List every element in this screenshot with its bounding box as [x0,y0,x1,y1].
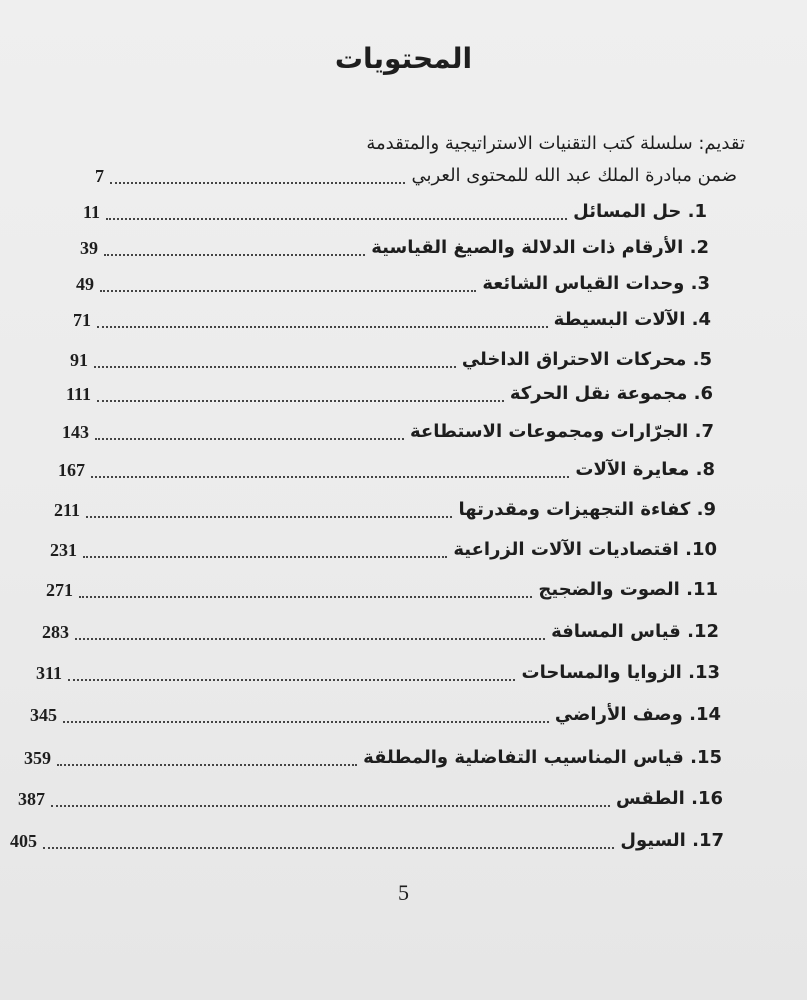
leader-dots [106,218,567,220]
leader-dots [97,326,548,328]
toc-entry-page: 311 [36,663,63,683]
leader-dots [86,516,452,518]
toc-entry-1 [83,194,707,224]
leader-dots [104,254,365,256]
intro-row [95,158,737,188]
toc-entry-label: 1. حل المسائل [573,201,707,222]
toc-entry-12 [42,614,719,644]
toc-entry-13 [36,655,720,685]
page-number: 5 [398,880,409,905]
toc-entry-label: 5. محركات الاحتراق الداخلي [461,349,712,370]
toc-entry-label: 6. مجموعة نقل الحركة [509,383,713,404]
leader-dots [68,679,515,681]
leader-dots [94,366,456,368]
toc-entry-16 [18,781,723,811]
leader-dots [110,182,405,184]
leader-dots [95,438,404,440]
toc-entry-9 [54,492,716,522]
toc-entry-6 [66,376,713,406]
toc-entry-label: 14. وصف الأراضي [554,704,721,725]
toc-entry-label: 8. معايرة الآلات [575,459,715,480]
page-title: المحتويات [334,42,473,75]
toc-entry-label: 7. الجرّارات ومجموعات الاستطاعة [410,421,714,442]
toc-entry-label: 12. قياس المسافة [551,621,719,642]
toc-entry-14 [30,697,721,727]
toc-entry-label: 17. السيول [620,830,724,851]
toc-entry-label: 16. الطقس [615,788,723,809]
toc-entry-page: 359 [24,748,51,768]
toc-entry-4 [73,302,711,332]
toc-entry-page: 91 [70,350,88,370]
toc-entry-page: 167 [58,460,85,480]
toc-entry-page: 211 [54,500,81,520]
leader-dots [91,476,569,478]
toc-entry-label: 9. كفاءة التجهيزات ومقدرتها [458,499,716,520]
toc-entry-label: 10. اقتصاديات الآلات الزراعية [453,539,717,560]
intro-page-number: 7 [95,166,104,186]
toc-entry-10 [50,532,717,562]
toc-entry-label: 4. الآلات البسيطة [553,309,711,330]
toc-entry-label: 11. الصوت والضجيج [538,579,718,600]
toc-entry-label: 15. قياس المناسيب التفاضلية والمطلقة [363,747,722,768]
leader-dots [79,596,532,598]
leader-dots [83,556,447,558]
toc-entry-label: 3. وحدات القياس الشائعة [482,273,710,294]
toc-entry-7 [62,414,714,444]
toc-entry-page: 143 [62,422,89,442]
leader-dots [43,847,614,849]
toc-entry-label: 13. الزوايا والمساحات [521,662,720,683]
toc-entry-page: 283 [42,622,69,642]
toc-entry-11 [46,572,718,602]
toc-entry-page: 71 [73,310,91,330]
toc-entry-17 [10,823,724,853]
toc-entry-2 [80,230,709,260]
toc-entry-5 [70,342,712,372]
toc-entry-page: 49 [76,274,94,294]
toc-entry-15 [24,740,722,770]
toc-entry-page: 39 [80,238,98,258]
toc-entry-page: 111 [66,384,92,404]
toc-entry-label: 2. الأرقام ذات الدلالة والصيغ القياسية [371,237,709,258]
toc-entry-3 [76,266,710,296]
toc-entry-page: 271 [46,580,73,600]
intro-line-2: ضمن مبادرة الملك عبد الله للمحتوى العربي [411,165,737,186]
leader-dots [75,638,545,640]
leader-dots [100,290,476,292]
toc-entry-page: 231 [50,540,77,560]
toc-entry-page: 405 [10,831,37,851]
leader-dots [57,764,357,766]
toc-entry-page: 345 [30,705,57,725]
leader-dots [51,805,610,807]
toc-entry-page: 11 [83,202,101,222]
leader-dots [63,721,549,723]
toc-entry-8 [58,452,715,482]
toc-entry-page: 387 [18,789,45,809]
leader-dots [97,400,504,402]
intro-line-1: تقديم: سلسلة كتب التقنيات الاستراتيجية والمتقدمة [366,133,745,154]
